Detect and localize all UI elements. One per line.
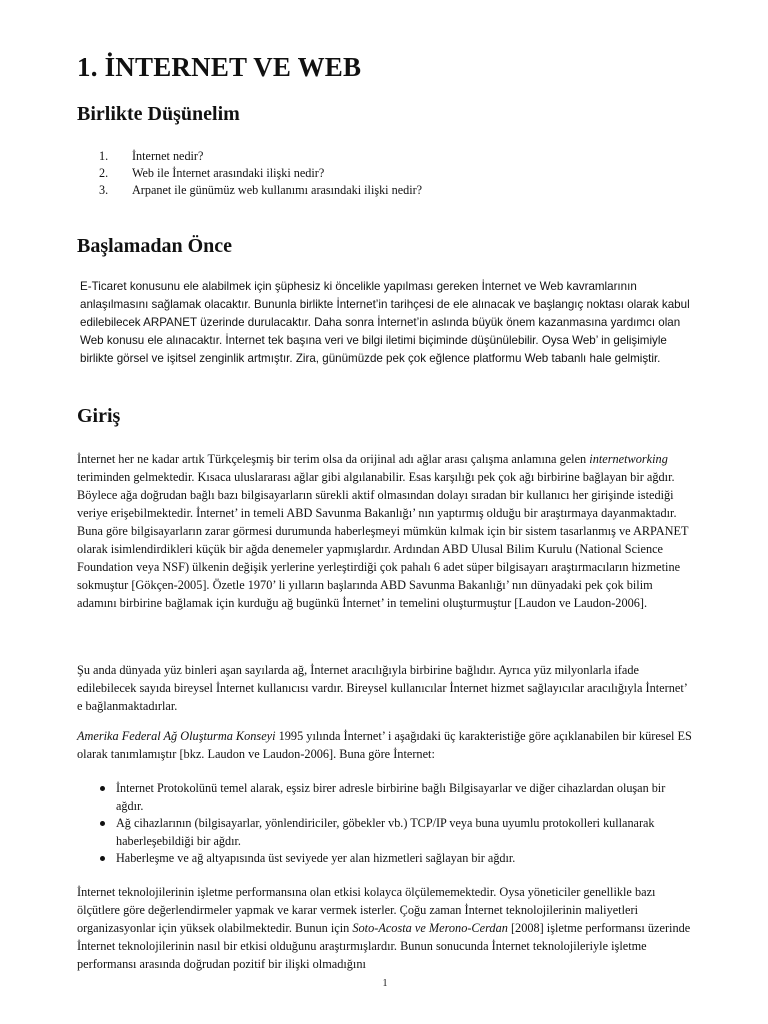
bullet-icon [100, 856, 105, 861]
italic-term: Soto-Acosta ve Merono-Cerdan [352, 921, 508, 935]
bullet-text: Ağ cihazlarının (bilgisayarlar, yönlendiriciler, göbekler vb.) TCP/IP veya buna uyumlu protokolleri kullanarak haberleşebildiği bir ağdır. [116, 816, 655, 848]
question-text: İnternet nedir? [132, 149, 204, 163]
question-text: Arpanet ile günümüz web kullanımı arasındaki ilişki nedir? [132, 183, 423, 197]
question-item [77, 148, 697, 165]
heading-birlikte-dusunelim: Birlikte Düşünelim [77, 103, 240, 125]
bullet-text: İnternet Protokolünü temel alarak, eşsiz birer adresle birbirine bağlı Bilgisayarlar ve diğer cihazlardan oluşan bir ağdır. [116, 781, 666, 813]
question-number: 1. [99, 149, 109, 163]
question-item [77, 182, 697, 199]
heading-giris: Giriş [77, 405, 121, 427]
question-number: 2. [99, 166, 109, 180]
characteristics-list [98, 780, 693, 868]
bullet-icon [100, 786, 105, 791]
bullet-text: Haberleşme ve ağ altyapısında üst seviyede yer alan hizmetleri sağlayan bir ağdır. [116, 851, 516, 865]
question-text: Web ile İnternet arasındaki ilişki nedir? [132, 166, 325, 180]
text-run: İnternet her ne kadar artık Türkçeleşmiş bir terim olsa da orijinal adı ağlar arası çalışma anlamına gelen [77, 452, 590, 466]
bullet-item [98, 780, 693, 815]
giris-paragraph-3 [77, 727, 692, 763]
text-run: 1995 yılında İnternet’ i aşağıdaki üç karakteristiğe göre açıklanabilen bir küresel ES olarak tanımlamıştır [bkz. Laudon ve Laudon-2006]. Buna göre İnternet: [77, 729, 692, 761]
text-run: teriminden gelmektedir. Kısaca uluslararası ağlar gibi algılanabilir. Esas karşılığı pek çok ağı birbirine bağlayan bir ağdır. Böylece ağa doğrudan bağlı bazı bilgisayarların sürekli aktif olmasından dolayı sıradan bir kullanıcı her girişinde istediği veriye erişebilmektedir. İnternet’ in temeli ABD Savunma Bakanlığı’ nın yaptırmış olduğu bir araştırmaya dayanmaktadır. Buna göre bilgisayarların zarar görmesi durumunda haberleşmeyi mümkün kılmak için bir sistem tasarlanmış ve ARPANET olarak isimlendirdikleri küçük bir ağda denemeler yapmışlardır. Ardından ABD Ulusal Bilim Kurulu (National Science Foundation veya NSF) ülkenin değişik yerlerine yerleştirdiği çok pahalı 6 adet süper bilgisayarı araştırmacıların hizmetine sokmuştur [Gökçen-2005]. Özetle 1970’ li yılların başlarında ABD Savunma Bakanlığı’ nın dünyadaki pek çok bilim adamını birbirine bağlamak için kurduğu ağ bugünkü İnternet’ in temelini oluşturmuştur [Laudon ve Laudon-2006]. [77, 470, 689, 610]
bullet-item [98, 850, 693, 868]
bullet-item [98, 815, 693, 850]
text-run: İnternet teknolojilerinin işletme performansına olan etkisi kolayca ölçülememektedir. Oysa yöneticiler genellikle bazı ölçütlere göre değerlendirmeler yapmak ve karar vermek isterler. Çoğu zaman İnternet teknolojilerinin maliyetleri organizasyonlar için yüksek olabilmektedir. Bunun için [77, 885, 656, 935]
italic-term: Amerika Federal Ağ Oluşturma Konseyi [77, 729, 276, 743]
question-number: 3. [99, 183, 109, 197]
intro-paragraph: E-Ticaret konusunu ele alabilmek için şüphesiz ki öncelikle yapılması gereken İnternet ve Web kavramlarının anlaşılmasını sağlamak olacaktır. Bununla birlikte İnternet’in tarihçesi de ele alınacak ve başlangıç noktası olarak kabul edilebilecek ARPANET üzerinde durulacaktır. Daha sonra İnternet’in aslında büyük önem kazanmasına yardımcı olan Web konusu ele alınacaktır. İnternet tek başına veri ve bilgi iletimi biçiminde düşünülebilir. Oysa Web’ in gelişimiyle birlikte görsel ve işitsel zenginlik artmıştır. Zira, günümüzde pek çok eğlence platformu Web tabanlı hale gelmiştir. [80, 280, 690, 365]
question-item [77, 165, 697, 182]
bullet-icon [100, 821, 105, 826]
giris-paragraph-1 [77, 450, 692, 612]
italic-term: internetworking [589, 452, 668, 466]
page-number: 1 [382, 978, 388, 989]
chapter-title: 1. İNTERNET VE WEB [77, 52, 362, 82]
giris-paragraph-4 [77, 883, 692, 973]
text-run: [2008] işletme performansı üzerinde İnternet teknolojilerinin nasıl bir etkisi olduğunu araştırmışlardır. Bunun sonucunda İnternet teknolojileriyle işletme performansı arasında doğrudan pozitif bir ilişki olmadığını [77, 921, 691, 971]
question-list [77, 148, 697, 199]
giris-paragraph-2: Şu anda dünyada yüz binleri aşan sayılarda ağ, İnternet aracılığıyla birbirine bağlıdır. Ayrıca yüz milyonlarla ifade edilebilecek sayıda bireysel İnternet kullanıcısı vardır. Bireysel kullanıcılar İnternet hizmet sağlayıcılar aracılığıyla İnternet’ e bağlanmaktadırlar. [77, 663, 687, 713]
heading-baslamadan-once: Başlamadan Önce [77, 235, 233, 257]
